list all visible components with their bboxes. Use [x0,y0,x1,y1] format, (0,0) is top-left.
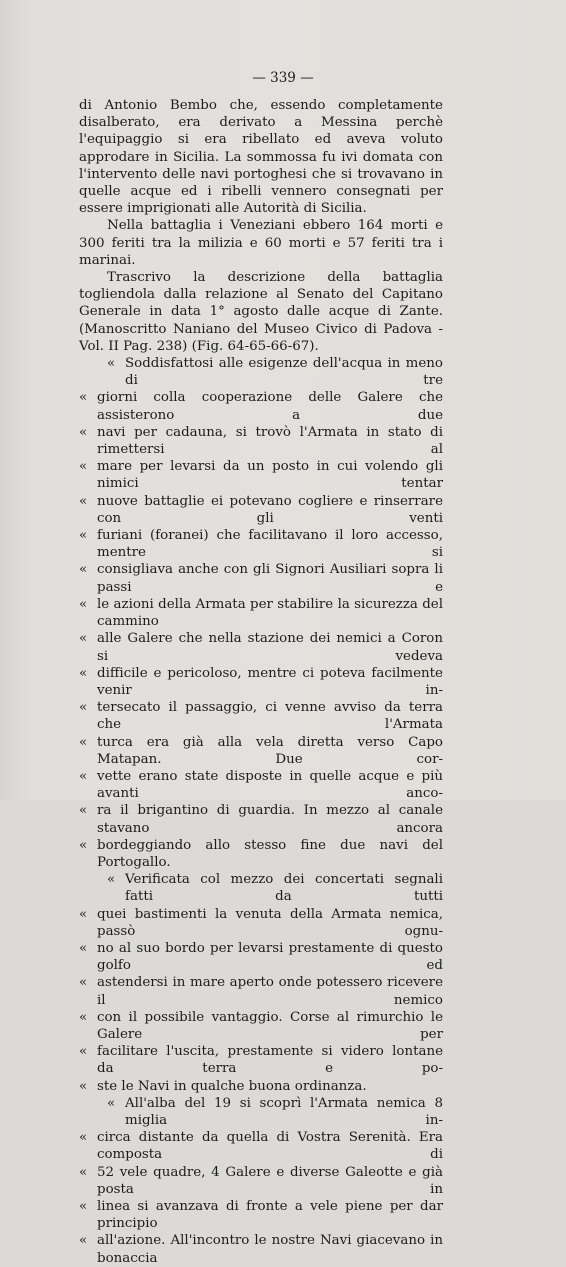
quote-mark: « [79,1130,88,1146]
quoted-line-text: linea si avanzava di fronte a vele piene per dar principio [97,1199,443,1232]
quote-mark: « [107,872,116,888]
quoted-line-text: navi per cadauna, si trovò l'Armata in stato di rimettersi al [97,424,443,458]
paragraph: Trascrivo la descrizione della battaglia togliendola dalla relazione al Senato del Capitano Generale in data 1° agosto dalle acque di Zante. (Manoscritto Naniano del Museo Civico di Padova - Vol. II Pag. 238) (Fig. 64-65-66-67). [79,270,443,354]
quote-mark: « [79,1199,88,1214]
quoted-line [79,1009,443,1043]
quote-mark: « [79,1164,88,1180]
quoted-line-text: con il possibile vantaggio. Corse al rimurchio le Galere per [97,1009,443,1042]
quoted-line-text: Soddisfattosi alle esigenze dell'acqua in meno di tre [125,356,443,389]
body-text [79,97,443,1267]
quoted-line [79,871,443,905]
quote-mark: « [79,975,88,991]
quoted-line-text: ste le Navi in qualche buona ordinanza. [97,1078,367,1094]
quoted-line-text: bordeggiando allo stesso fine due navi del Portogallo. [97,837,443,870]
quoted-line-text: all'azione. All'incontro le nostre Navi giacevano in bonaccia [97,1233,443,1266]
quote-mark: « [79,1009,88,1025]
quoted-line-text: Verificata col mezzo dei concertati segnali fatti da tutti [125,872,443,905]
quoted-line-text: giorni colla cooperazione delle Galere che assisterono a due [97,390,443,423]
quoted-line [79,1232,443,1266]
quote-mark: « [79,940,88,956]
quoted-line [79,802,443,836]
quoted-line-text: circa distante da quella di Vostra Serenità. Era composta di [97,1130,443,1163]
quoted-report [79,355,443,1267]
quoted-line [79,527,443,561]
quote-mark: « [79,631,88,647]
quote-mark: « [79,906,88,922]
quoted-line-text: ra il brigantino di guardia. In mezzo al canale stavano ancora [97,803,443,836]
quote-mark: « [79,562,88,578]
quote-mark: « [79,459,88,475]
paragraph: Nella battaglia i Veneziani ebbero 164 morti e 300 feriti tra la milizia e 60 morti e 57 feriti tra i marinai. [79,218,443,268]
quoted-line-text: 52 vele quadre, 4 Galere e diverse Galeotte e già posta in [97,1164,443,1197]
quoted-line-text: nuove battaglie ei potevano cogliere e rinserrare con gli venti [97,493,443,526]
quoted-line [79,768,443,802]
quoted-line [79,699,443,733]
quote-mark: « [79,390,88,406]
quote-mark: « [79,803,88,819]
quoted-line [79,561,443,595]
quoted-line [79,355,443,389]
quoted-line-text: All'alba del 19 si scoprì l'Armata nemica 8 miglia in- [125,1095,443,1128]
quoted-line [79,1164,443,1198]
quoted-line-text: consigliava anche con gli Signori Ausiliari sopra li passi e [97,562,443,595]
quote-mark: « [79,1044,88,1060]
quoted-line [79,458,443,492]
quoted-line-text: quei bastimenti la venuta della Armata nemica, passò ognu- [97,906,443,939]
quote-mark: « [79,1078,88,1094]
quote-mark: « [79,665,88,681]
quote-mark: « [79,837,88,853]
quoted-line [79,665,443,699]
quote-mark: « [107,356,116,372]
quoted-line [79,1043,443,1077]
quote-mark: « [79,596,88,612]
quoted-line [79,974,443,1008]
quoted-line [79,493,443,527]
quoted-line [79,389,443,423]
quoted-line [79,424,443,458]
quoted-line [79,1078,443,1095]
quoted-line-text: astendersi in mare aperto onde potessero ricevere il nemico [97,975,443,1008]
quoted-line [79,906,443,940]
quoted-line-text: tersecato il passaggio, ci venne avviso da terra che l'Armata [97,700,443,733]
quoted-paragraph [79,1095,443,1267]
quote-mark: « [79,528,88,544]
quoted-line-text: difficile e pericoloso, mentre ci poteva facilmente venir in- [97,665,443,698]
quoted-paragraph [79,871,443,1095]
quoted-line-text: vette erano state disposte in quelle acque e più avanti anco- [97,768,443,802]
quoted-paragraph [79,355,443,871]
quoted-line [79,734,443,768]
quoted-line [79,837,443,871]
paragraph: di Antonio Bembo che, essendo completamente disalberato, era derivato a Messina perchè l'equipaggio si era ribellato ed aveva voluto approdare in Sicilia. La sommossa fu ivi domata con l'intervento delle navi portoghesi che si trovavano in quelle acque ed i ribelli vennero consegnati per essere imprigionati alle Autorità di Sicilia. [79,98,443,217]
quoted-line-text: furiani (foranei) che facilitavano il loro accesso, mentre si [97,528,443,561]
quoted-line-text: mare per levarsi da un posto in cui volendo gli nimici tentar [97,459,443,492]
quote-mark: « [107,1095,116,1111]
quote-mark: « [79,768,88,784]
quote-mark: « [79,1233,88,1249]
quoted-line-text: facilitare l'uscita, prestamente si videro lontane da terra e po- [97,1044,443,1077]
quote-mark: « [79,700,88,716]
quote-mark: « [79,493,88,509]
quoted-line [79,1129,443,1163]
quoted-line-text: turca era già alla vela diretta verso Capo Matapan. Due cor- [97,734,443,767]
quoted-line-text: no al suo bordo per levarsi prestamente di questo golfo ed [97,940,443,974]
quote-mark: « [79,424,88,440]
quoted-line [79,1095,443,1129]
quoted-line [79,1198,443,1232]
page-number: — 339 — [252,70,314,86]
quote-mark: « [79,734,88,750]
quoted-line [79,630,443,664]
quoted-line-text: alle Galere che nella stazione dei nemici a Coron si vedeva [97,631,443,664]
quoted-line [79,940,443,974]
quoted-line [79,596,443,630]
quoted-line-text: le azioni della Armata per stabilire la sicurezza del cammino [97,596,443,630]
